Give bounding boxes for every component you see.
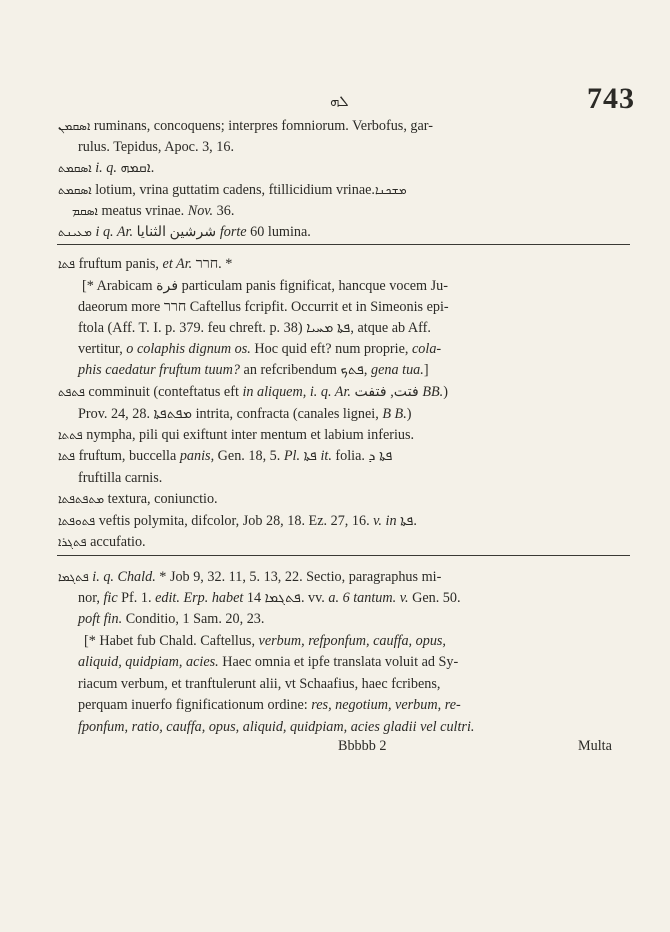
text-line [58,254,670,275]
syriac-lemma: ܦܬܦܬ [58,385,85,399]
page-number: 743 [587,82,635,115]
line-text: Gen. 18, 5. [214,448,284,464]
line-text: ܦܬܐ [300,448,321,464]
line-text: * Job 9, 32. 11, 5. 13, 22. Sectio, paragraphus mi- [155,569,442,585]
italic-text: cola- [411,341,442,357]
text-line [72,201,670,222]
italic-text: o colaphis dignum os. [126,341,251,357]
line-text: Prov. 24, 28. ܡܦܬܦܬܐ intrita, confracta (canales lignei, [78,406,383,422]
text-line [58,567,670,588]
italic-text: i q. Ar. [91,224,134,240]
italic-text: fponfum, ratio, cauffa, opus, aliquid, quidpiam, acies gladii vel cultri. [78,719,475,735]
line-text: fruftum, buccella [75,448,180,464]
italic-text: phis caedatur fruftum tuum? [78,362,240,378]
italic-text: in aliquem, i. q. Ar. [242,384,351,400]
text-line [78,717,670,738]
syriac-lemma: ܡܫܟܢܐ [374,183,407,197]
line-text: Haec omnia et ipfe translata voluit ad Sy- [218,654,459,670]
catchword: Multa [578,738,612,754]
text-line [78,674,670,695]
line-text: fruftum panis, [75,256,163,272]
italic-text: i. q. Chald. [88,569,156,585]
line-text: ) [406,406,412,422]
line-text: ܦܬܐ. [396,513,417,529]
italic-text: panis, [179,448,215,464]
text-line [58,511,670,532]
syriac-lemma: ܐܣܩܡ [72,204,98,218]
line-text: nympha, pili qui exiftunt inter mentum et labium inferius. [82,427,415,443]
text-line [84,631,670,652]
line-text: [* Habet fub Chald. Caftellus, [84,633,259,649]
text-line [58,446,670,467]
italic-text: i. q. [91,160,117,176]
line-text: ܦܬܓܡܐ 14. vv. [243,590,329,606]
text-line [78,318,670,339]
text-line [78,652,670,673]
text-line [78,468,670,489]
line-text: perquam inuerfo fignificationum ordine: [78,697,312,713]
line-text: ftola (Aff. T. I. p. 379. feu chreft. p. 38) ܦܬܐ ܡܚܝܐ, atque ab Aff. [78,320,431,336]
text-line [58,158,670,179]
italic-text: v. in [373,513,397,529]
italic-text: gena tua. [371,362,424,378]
text-line [58,489,670,510]
italic-text: Nov. [187,203,214,219]
line-text: חרר. * [192,256,233,272]
line-text: nor, [78,590,104,606]
line-text: folia. ܦܬܐ ܕ [331,448,393,464]
italic-text: verbum, refponfum, cauffa, opus, [258,633,446,649]
line-text: an refcribendum ܦܬܟ, [239,362,371,378]
syriac-lemma: ܐܣܩܡܬ [58,183,92,197]
italic-text: poft fin. [78,611,123,627]
line-text: [* Arabicam فرة particulam panis fignificat, hancque vocem Ju- [82,278,448,294]
syriac-lemma: ܦܬܐ [58,449,76,463]
text-line [82,276,670,297]
line-text: Gen. 50. [408,590,461,606]
syriac-lemma: ܦܬܓܡܐ [58,570,89,584]
line-text: 36. [213,203,235,219]
text-line [58,425,670,446]
line-text: rulus. Tepidus, Apoc. 3, 16. [78,139,234,155]
line-text: lotium, vrina guttatim cadens, ftillicidium vrinae. [91,182,375,198]
syriac-lemma: ܦܬܘܦܬܐ [58,514,96,528]
line-text: Hoc quid eft? num proprie, [250,341,412,357]
italic-text: it. [320,448,332,464]
syriac-lemma: ܦܬܬܐ [58,428,83,442]
syriac-lemma: ܐܣܩܡܬ [58,161,92,175]
syriac-lemma: ܡܬܦܬܦܬܐ [58,492,105,506]
signature-mark: Bbbbb 2 [338,738,387,754]
italic-text: et Ar. [162,256,193,272]
text-line [58,116,670,137]
line-text: fruftilla carnis. [78,470,163,486]
line-text: فتت, فتفت [350,384,423,400]
text-line [78,137,670,158]
syriac-lemma: ܦܬܐ [58,257,76,271]
line-text: ] [423,362,429,378]
text-line [78,404,670,425]
running-head-syriac: ܠܗ [330,94,349,110]
line-text: ruminans, concoquens; interpres fomniorum. Verbofus, gar- [90,118,433,134]
syriac-lemma: ܡܥܝܢܬ [58,225,92,239]
text-line [78,297,670,318]
italic-text: forte [219,224,247,240]
text-line [78,360,670,381]
text-line [58,532,670,553]
line-text: Pf. 1. [117,590,156,606]
italic-text: aliquid, quidpiam, acies. [78,654,219,670]
text-line [58,382,670,403]
text-line [78,609,670,630]
line-text: vertitur, [78,341,127,357]
line-text: comminuit (conteftatus eft [84,384,243,400]
line-text: veftis polymita, difcolor, Job 28, 18. Ez. 27, 16. [95,513,374,529]
italic-text: Pl. [283,448,301,464]
line-text: ) [443,384,448,400]
italic-text: B B. [382,406,407,422]
italic-text: a. 6 tantum. v. [328,590,409,606]
italic-text: BB. [422,384,444,400]
line-text: Conditio, 1 Sam. 20, 23. [122,611,265,627]
syriac-lemma: ܦܬܓܪܐ [58,535,87,549]
text-line [78,695,670,716]
section-divider [57,244,630,245]
line-text: meatus vrinae. [97,203,188,219]
line-text: 60 lumina. [246,224,311,240]
text-line [58,222,670,243]
line-text: accufatio. [86,534,146,550]
italic-text: fic [103,590,118,606]
line-text: textura, coniunctio. [104,491,218,507]
line-text: daeorum more חרר Caftellus fcripfit. Occurrit et in Simeonis epi- [78,299,449,315]
text-line [78,588,670,609]
text-line [58,180,670,201]
italic-text: res, negotium, verbum, re- [311,697,461,713]
syriac-lemma: ܐܣܩܡܢ [58,119,91,133]
section-divider [57,555,630,556]
line-text: riacum verbum, et tranftulerunt alii, vt Schaafius, haec fcribens, [78,676,441,692]
text-line [78,339,670,360]
line-text: ܐܩܡܗ. [116,160,155,176]
line-text: شرشين الثنايا [133,224,220,240]
italic-text: edit. Erp. habet [155,590,244,606]
